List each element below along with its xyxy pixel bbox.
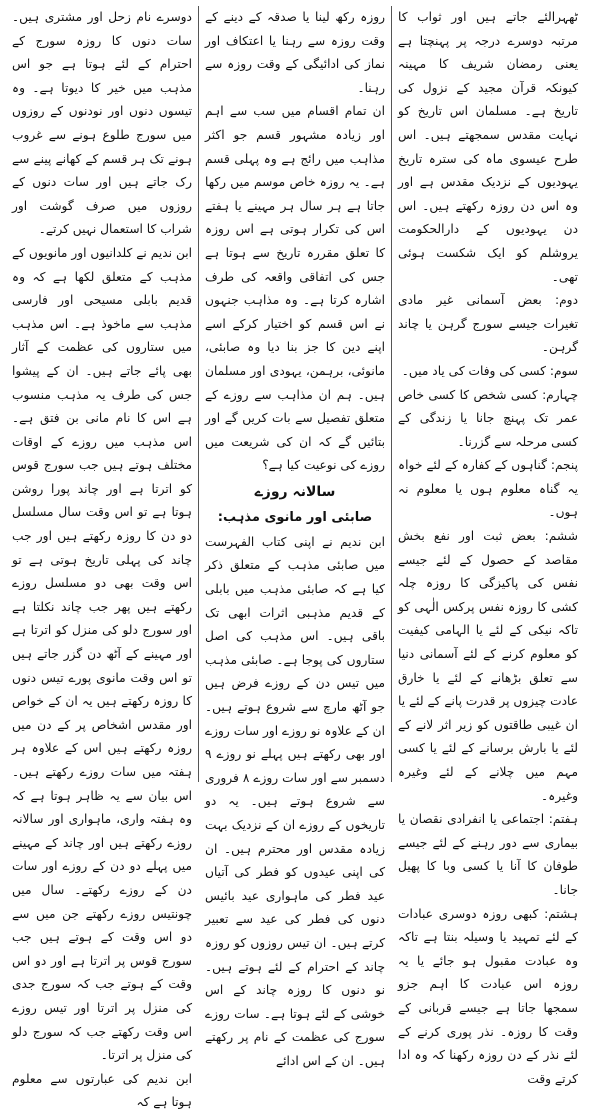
paragraph: ابن ندیم نے کلدانیوں اور مانویوں کے مذہب کے متعلق لکھا ہے کہ وہ قدیم بابلی مسیحی اور فارسی مذہب سے ماخوذ ہے۔ اس مذہب میں ستاروں کی عظمت کے آثار بھی پائے جاتے ہیں۔ ان کے پیشوا جس کی طرف یہ مذہب منسوب ہے اس کا نام مانی بن فتق ہے۔ اس مذہب میں روزے کے اوقات مختلف ہوتے ہیں جب سورج قوس کو اترتا ہے اور چاند پورا روشن ہوتا ہے تو اس وقت سال مسلسل دو دن کا روزہ رکھتے ہیں اور جب چاند کی پہلی تاریخ ہوتی ہے تو اس وقت بھی دو مسلسل روزے رکھتے ہیں پھر جب چاند نکلتا ہے اور سورج دلو کی منزل کو اترتا ہے اور مہینے کے آٹھ دن گزر جاتے ہیں تو اس وقت مانوی پورے تیس دنوں کا روزہ رکھتے ہیں یہ ان کے خواص اور مقدس اشخاص پر کے دن میں روزہ رکھتے ہیں اس کے علاوہ ہر ہفتہ میں سات روزے رکھتے ہیں۔ اس بیان سے یہ ظاہر ہوتا ہے کہ وہ ہفتہ واری، ماہواری اور سالانہ روزے رکھتے ہیں اور چاند کے مہینے میں پہلے دو دن کے روزے اور سات دن کے روزے رکھتے۔ سال میں چونتیس روزے رکھتے جن میں سے دو اس وقت کے ہوتے ہیں جب سورج قوس پر اترتا ہے اور دو اس وقت کے ہوتے جب کہ سورج جدی کی منزل پر اترتا اور تیس روزے اس وقت رکھتے جب کہ سورج دلو کی منزل پر اترتا۔ (12, 245, 192, 1063)
paragraph: سوم: کسی کی وفات کی یاد میں۔ (401, 363, 578, 378)
paragraph: دوم: بعض آسمانی غیر مادی تغیرات جیسے سورج گرہن یا چاند گرہن۔ (398, 293, 578, 355)
paragraph: ابن ندیم نے اپنی کتاب الفہرست میں صابئی مذہب کے متعلق ذکر کیا ہے کہ صابئی مذہب میں بابلی کے قدیم مذہبی اثرات ابھی تک باقی ہیں۔ اس مذہب کی اصل ستاروں کی پوجا ہے۔ صابئی مذہب میں تیس دن کے روزے فرض ہیں جو آٹھ مارچ سے شروع ہوتے ہیں۔ ان کے علاوہ نو روزے اور سات روزے اور بھی رکھتے ہیں پہلے نو روزے ۹ دسمبر سے اور سات روزے ۸ فروری سے شروع ہوتے ہیں۔ یہ دو تاریخوں کے روزے ان کے نزدیک بہت زیادہ مقدس اور محترم ہیں۔ ان کی اپنی عیدوں کو فطر کی آتیاں عید فطر کی ماہواری عید بائیس دنوں کی فطر کی عید سے تعبیر کرتے ہیں۔ ان تیس روزوں کو روزہ چاند کے احترام کے لئے ہوتے ہیں۔ نو دنوں کا روزہ چاند کے اس خوشی کے لئے ہوتا ہے۔ سات روزے سورج کی عظمت کے نام پر رکھتے ہیں۔ ان کے اس ادائے (205, 534, 385, 1068)
section-subheading: صابئی اور مانوی مذہب: (217, 509, 373, 525)
paragraph: روزہ رکھ لینا یا صدقہ کے دینے کے وقت روزہ سے رہنا یا اعتکاف اور نماز کی ادائیگی کے وقت روزہ سے رہنا۔ (205, 10, 385, 95)
paragraph: ششم: بعض ثبت اور نفع بخش مقاصد کے حصول کے لئے جیسے نفس کی پاکیزگی کا روزہ چلہ کشی کا روزہ نفس پرکس الٰہی کو تاکہ نیکی کے لئے یا الہامی کیفیت کو معلوم کرنے کے لئے آسمانی دنیا سے تعلق بڑھانے کے لئے یا خارق عادت چیزوں پر قدرت پانے کے لئے یا ان غیبی طاقتوں کو زیر اثر لانے کے لئے یا بارش برسانے کے لئے یا کسی مہم میں چلانے کے لئے وغیرہ وغیرہ۔ (398, 529, 578, 803)
paragraph: ابن ندیم کی عبارتوں سے معلوم ہوتا ہے کہ (12, 1071, 192, 1110)
paragraph: چہارم: کسی شخص کا کسی خاص عمر تک پہنچ جانا یا زندگی کے کسی مرحلہ سے گزرنا۔ (398, 387, 578, 449)
paragraph: ہشتم: کبھی روزہ دوسری عبادات کے لئے تمہید یا وسیلہ بنتا ہے تاکہ وہ عبادت مقبول ہو جائے یا یہ روزہ اس عبادت کا اہم جزو سمجھا جاتا ہے جیسے قربانی کے وقت کا روزہ۔ نذر پوری کرنے کے لئے نذر کے دن روزہ رکھنا کہ وہ ادا کرتے وقت (398, 906, 578, 1086)
text-column-2 (199, 6, 392, 1068)
paragraph: پنجم: گناہوں کے کفارہ کے لئے خواہ یہ گناہ معلوم ہوں یا معلوم نہ ہوں۔ (398, 458, 578, 520)
paragraph: ٹھہرالئے جاتے ہیں اور ثواب کا مرتبہ دوسرے درجہ پر پہنچتا ہے یعنی رمضان شریف کا مہینہ کیونکہ قرآن مجید کے نزول کی تاریخ ہے۔ مسلمان اس تاریخ کو نہایت مقدس سمجھتے ہیں۔ اس طرح عیسوی ماہ کی سترہ تاریخ یہودیوں کے نزدیک مقدس ہے اور وہ اس دن روزہ رکھتے ہیں۔ اس دن یہودیوں کے دارالحکومت یروشلم کو ایک شکست ہوئی تھی۔ (398, 10, 578, 284)
section-heading: سالانہ روزے (254, 483, 336, 500)
text-column-3 (6, 6, 199, 1110)
paragraph: دوسرے نام زحل اور مشتری ہیں۔ سات دنوں کا روزہ سورج کے احترام کے لئے ہوتا ہے جو اس مذہب میں خیر کا دیوتا ہے۔ وہ تیسوں دنوں اور نودنوں کے روزوں میں سورج طلوع ہونے سے غروب ہونے تک ہر قسم کے کھانے پینے سے رک جاتے ہیں اور سات دنوں کے روزوں میں صرف گوشت اور شراب کا استعمال نہیں کرتے۔ (12, 10, 192, 237)
paragraph: ہفتم: اجتماعی یا انفرادی نقصان یا بیماری سے دور رہنے کے لئے جیسے طوفان کا آنا یا کسی وبا کا پھیل جانا۔ (398, 812, 578, 897)
text-column-1 (392, 6, 584, 1086)
paragraph: ان تمام اقسام میں سب سے اہم اور زیادہ مشہور قسم جو اکثر مذاہب میں رائج ہے وہ پہلی قسم ہے۔ یہ روزہ خاص موسم میں رکھا جاتا ہے ہر سال ہر مہینے یا ہفتے اس کی تکرار ہوتی ہے اس روزہ کا تعلق مقررہ تاریخ سے ہوتا ہے جس کی اتفاقی واقعہ کی طرف اشارہ کرتا ہے۔ وہ مذاہب جنہوں نے اس قسم کو اختیار کرکے اسے اپنے دین کا جز بنا دیا وہ صابئی، مانوئی، برہمن، یہودی اور مسلمان ہیں۔ ہم ان مذاہب سے روزے کے متعلق تفصیل سے بات کریں گے اور بتائیں گے کہ ان کی شریعت میں روزے کی نوعیت کیا ہے؟ (205, 104, 385, 473)
